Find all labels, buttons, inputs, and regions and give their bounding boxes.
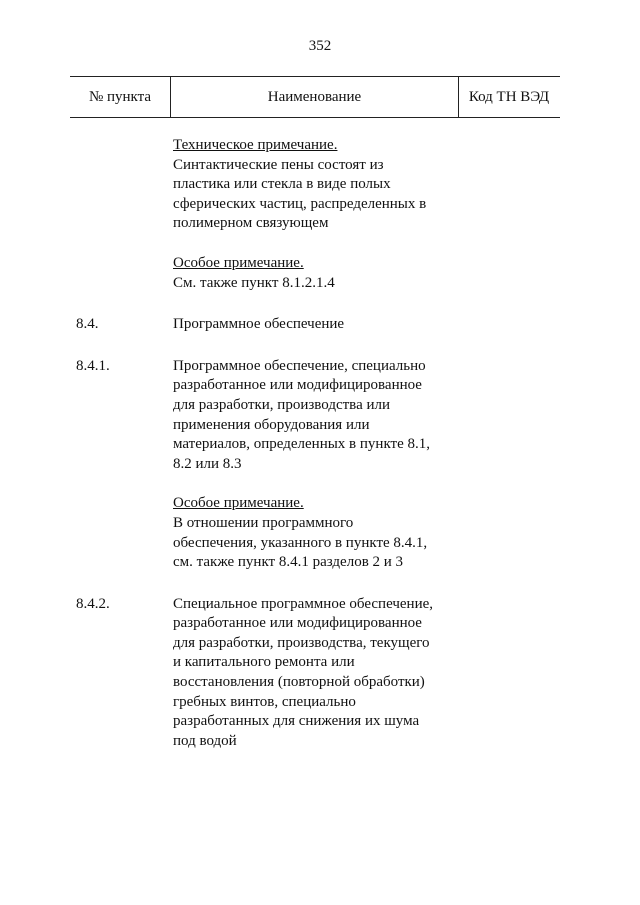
text-line: Синтактические пены состоят из (173, 156, 384, 173)
text-line: Программное обеспечение, специально (173, 357, 426, 374)
text-line: пластика или стекла в виде полых (173, 176, 391, 193)
entry-text (173, 357, 473, 573)
entry-continuation (76, 136, 566, 293)
text-line: сферических частиц, распределенных в (173, 195, 427, 212)
text-line: применения оборудования или (173, 416, 370, 433)
entry-text (173, 136, 473, 293)
special-note-heading: Особое примечание. (173, 495, 304, 512)
page-number: 352 (308, 38, 332, 54)
text-line: восстановления (повторной обработки) (173, 674, 425, 691)
text-line: гребных винтов, специально (173, 693, 356, 710)
text-line: разработанных для снижения их шума (173, 713, 420, 730)
entry-number: 8.4.1. (76, 357, 110, 374)
text-line: для разработки, производства, текущего (173, 634, 430, 651)
text-line: 8.2 или 8.3 (173, 455, 242, 472)
header-col-name: Наименование (170, 77, 459, 117)
text-line: Специальное программное обеспечение, (173, 595, 434, 612)
document-body (76, 136, 566, 751)
text-line: В отношении программного (173, 514, 354, 531)
header-col-number: № пункта (88, 89, 152, 105)
header-col-code: Код ТН ВЭД (468, 89, 550, 105)
text-line: для разработки, производства или (173, 396, 391, 413)
text-line: под водой (173, 732, 237, 749)
text-line: разработанное или модифицированное (173, 615, 422, 632)
text-line: см. также пункт 8.4.1 разделов 2 и 3 (173, 554, 404, 571)
text-line: полимерном связующем (173, 215, 329, 232)
entry-text (173, 315, 473, 335)
entry-number: 8.4.2. (76, 595, 110, 612)
special-note-heading: Особое примечание. (173, 254, 304, 271)
technical-note-heading: Техническое примечание. (173, 137, 338, 153)
text-line: Программное обеспечение (173, 316, 345, 333)
table-header (70, 76, 560, 118)
entry-8-4-2 (76, 595, 566, 752)
text-line: См. также пункт 8.1.2.1.4 (173, 274, 335, 291)
entry-number: 8.4. (76, 316, 99, 333)
text-line: обеспечения, указанного в пункте 8.4.1, (173, 534, 428, 551)
text-line: разработанное или модифицированное (173, 377, 422, 394)
entry-8-4-1 (76, 357, 566, 573)
text-line: материалов, определенных в пункте 8.1, (173, 436, 430, 453)
entry-text (173, 595, 473, 752)
entry-8-4 (76, 315, 566, 335)
text-line: и капитального ремонта или (173, 654, 355, 671)
